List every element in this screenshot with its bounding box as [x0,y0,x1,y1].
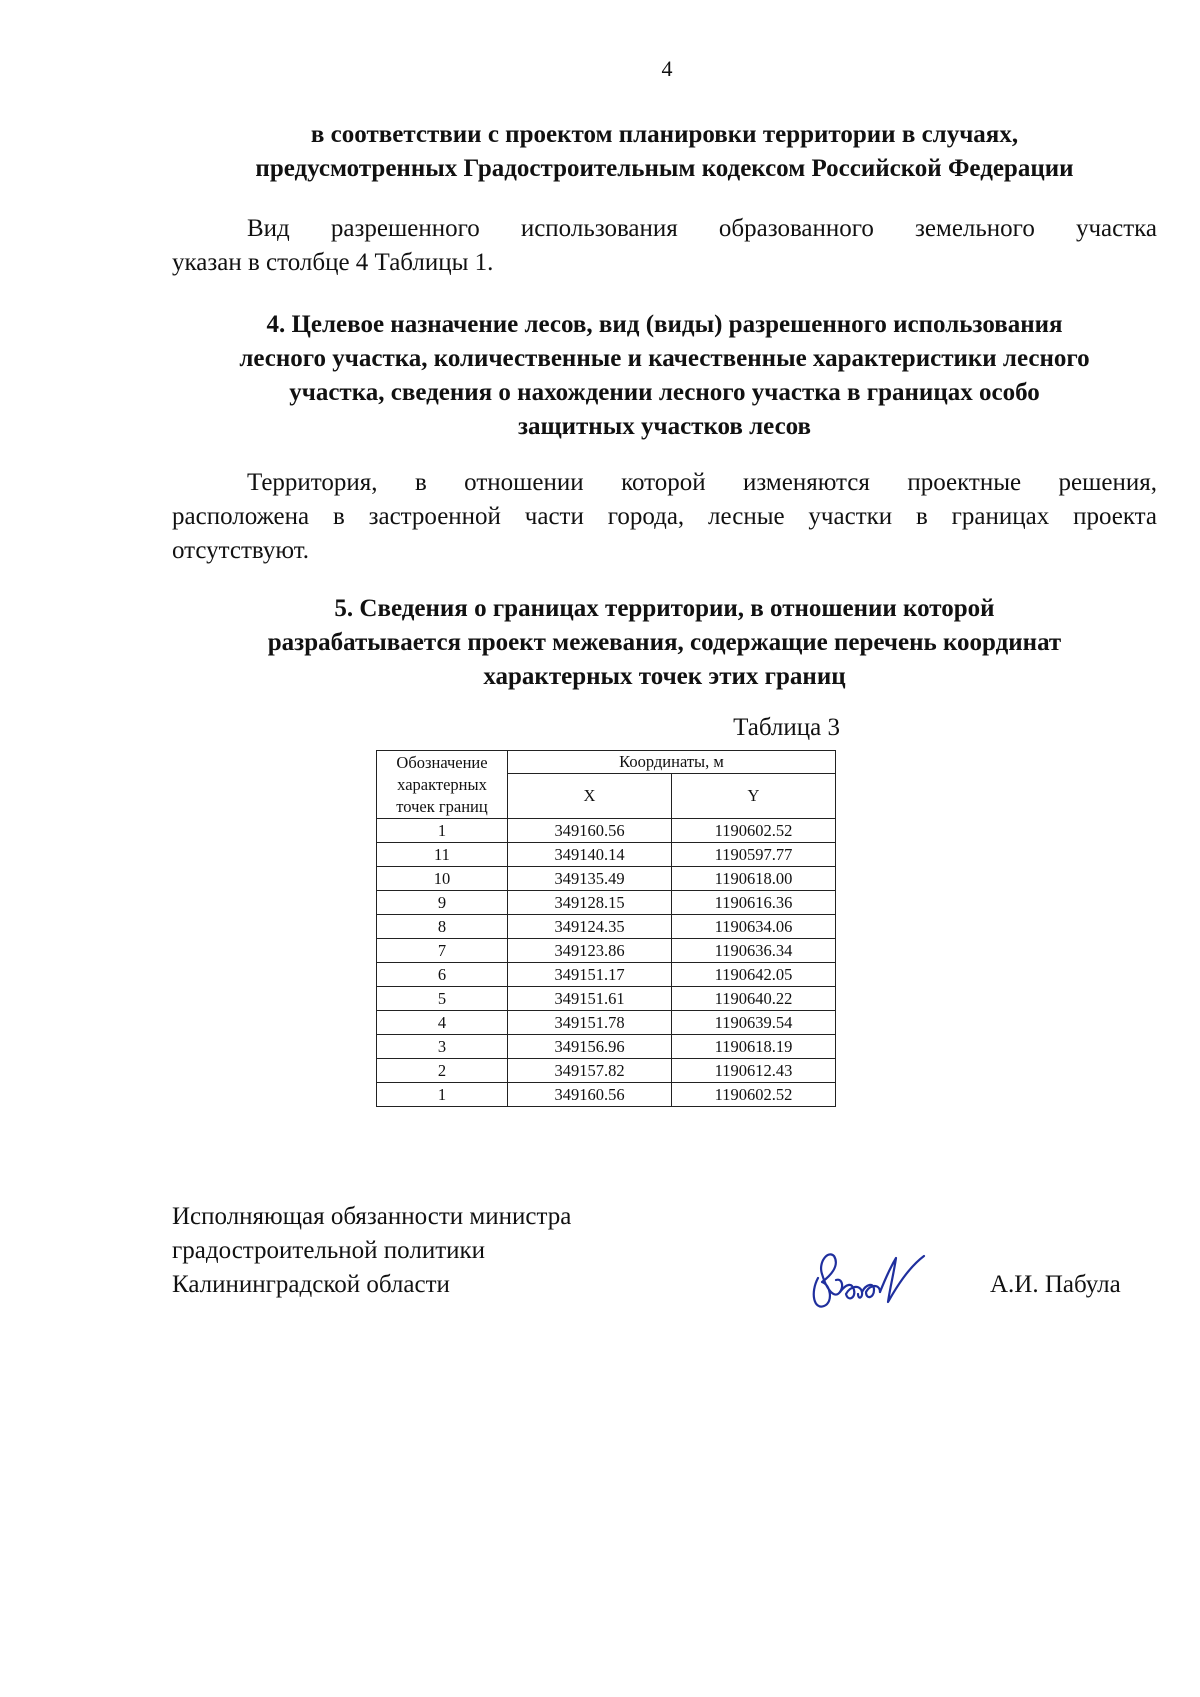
coordinates-header: Координаты, м [508,751,836,774]
y-cell: 1190642.05 [672,963,836,987]
point-cell: 11 [377,843,508,867]
table-row [377,1035,836,1059]
table-row [377,1011,836,1035]
table-row [377,1083,836,1107]
point-cell: 8 [377,915,508,939]
paragraph-line: расположена в застроенной части города, лесные участки в границах проекта [172,503,1157,530]
point-cell: 2 [377,1059,508,1083]
y-cell: 1190612.43 [672,1059,836,1083]
table-caption: Таблица 3 [733,714,840,741]
section5-heading-line: разрабатывается проект межевания, содержащие перечень координат [267,629,1062,656]
coordinates-table-body [377,819,836,1107]
x-cell: 349135.49 [508,867,672,891]
table-row [377,891,836,915]
x-cell: 349128.15 [508,891,672,915]
point-label-header-line: точек границ [396,796,488,816]
page-number: 4 [661,56,673,81]
intro-heading-line: в соответствии с проектом планировки территории в случаях, [310,121,1019,148]
point-label-header [377,751,508,819]
point-cell: 10 [377,867,508,891]
y-cell: 1190602.52 [672,1083,836,1107]
table-row [377,939,836,963]
point-cell: 7 [377,939,508,963]
y-cell: 1190602.52 [672,819,836,843]
signer-name: А.И. Пабула [990,1271,1121,1298]
point-cell: 1 [377,819,508,843]
y-cell: 1190618.19 [672,1035,836,1059]
point-label-header-line: Обозначение [396,752,488,772]
point-cell: 3 [377,1035,508,1059]
section4-heading-block [172,308,1157,444]
intro-heading-block [172,118,1157,186]
section4-paragraph [172,466,1157,568]
x-cell: 349151.61 [508,987,672,1011]
x-cell: 349157.82 [508,1059,672,1083]
y-cell: 1190634.06 [672,915,836,939]
table-row [377,819,836,843]
y-cell: 1190597.77 [672,843,836,867]
table-row [377,915,836,939]
intro-heading [172,118,1157,186]
paragraph-line: Территория, в отношении которой изменяются проектные решения, [247,469,1157,496]
point-cell: 4 [377,1011,508,1035]
table-row [377,987,836,1011]
x-cell: 349151.17 [508,963,672,987]
signer-position-line: градостроительной политики [172,1237,486,1264]
section4-heading [172,308,1157,444]
section5-heading-line: 5. Сведения о границах территории, в отношении которой [334,595,995,622]
point-cell: 1 [377,1083,508,1107]
point-label-header-line: характерных [397,774,487,794]
table-row [377,867,836,891]
signer-position-line: Калининградской области [172,1271,450,1298]
x-cell: 349124.35 [508,915,672,939]
section4-heading-line: лесного участка, количественные и качественные характеристики лесного [239,345,1090,372]
x-cell: 349160.56 [508,1083,672,1107]
y-header: Y [672,774,836,819]
x-cell: 349156.96 [508,1035,672,1059]
x-cell: 349151.78 [508,1011,672,1035]
x-cell: 349160.56 [508,819,672,843]
y-cell: 1190616.36 [672,891,836,915]
point-cell: 6 [377,963,508,987]
section4-heading-line: защитных участков лесов [517,413,812,440]
paragraph-line: Вид разрешенного использования образованного земельного участка [247,215,1157,242]
y-cell: 1190636.34 [672,939,836,963]
point-cell: 5 [377,987,508,1011]
intro-paragraph [172,212,1157,280]
handwritten-signature [800,1248,930,1318]
table-row [377,843,836,867]
y-cell: 1190618.00 [672,867,836,891]
x-cell: 349123.86 [508,939,672,963]
section4-heading-line: 4. Целевое назначение лесов, вид (виды) разрешенного использования [266,311,1063,338]
y-cell: 1190640.22 [672,987,836,1011]
intro-heading-line: предусмотренных Градостроительным кодексом Российской Федерации [255,155,1074,182]
table-row [377,1059,836,1083]
section5-heading-line: характерных точек этих границ [483,663,846,690]
y-cell: 1190639.54 [672,1011,836,1035]
x-cell: 349140.14 [508,843,672,867]
coordinates-table [376,750,836,1107]
x-header: X [508,774,672,819]
section5-heading-block [172,592,1157,694]
section5-heading [172,592,1157,694]
paragraph-line: указан в столбце 4 Таблицы 1. [172,249,494,276]
section4-heading-line: участка, сведения о нахождении лесного участка в границах особо [289,379,1040,406]
signer-position-line: Исполняющая обязанности министра [172,1203,572,1230]
section4-paragraph-block [172,466,1157,568]
signature-position-block [172,1200,571,1302]
table-row [377,963,836,987]
point-cell: 9 [377,891,508,915]
paragraph-line: отсутствуют. [172,537,310,564]
intro-paragraph-block [172,212,1157,280]
